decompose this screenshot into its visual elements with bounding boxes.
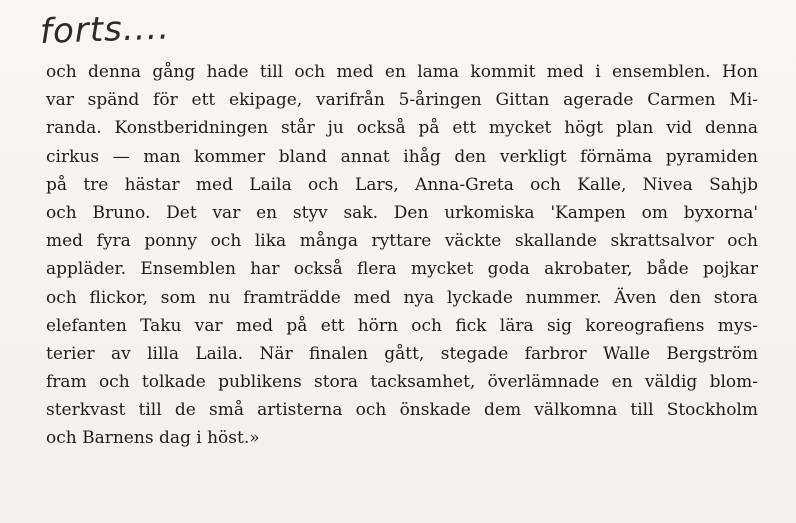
- text-line: appläder. Ensemblen har också flera mycket goda akrobater, både pojkar: [46, 259, 758, 280]
- text-line: fram och tolkade publikens stora tacksamhet, överlämnade en väldig blom-: [46, 372, 758, 393]
- text-line: och flickor, som nu framträdde med nya lyckade nummer. Även den stora: [46, 287, 758, 308]
- text-line: randa. Konstberidningen står ju också på ett mycket högt plan vid denna: [46, 118, 758, 139]
- text-line: på tre hästar med Laila och Lars, Anna-Greta och Kalle, Nivea Sahjb: [46, 174, 758, 195]
- text-line: och Bruno. Det var en styv sak. Den urkomiska 'Kampen om byxorna': [46, 202, 758, 223]
- text-line: och denna gång hade till och med en lama kommit med i ensemblen. Hon: [46, 62, 758, 82]
- text-line: med fyra ponny och lika många ryttare väckte skallande skrattsalvor och: [46, 231, 758, 252]
- article-body: [46, 58, 758, 453]
- text-line: var spänd för ett ekipage, varifrån 5-åringen Gittan agerade Carmen Mi-: [46, 90, 758, 111]
- text-line: elefanten Taku var med på ett hörn och fick lära sig koreografiens mys-: [46, 315, 758, 336]
- text-line: sterkvast till de små artisterna och önskade dem välkomna till Stockholm: [46, 400, 758, 421]
- handwritten-note: forts....: [39, 7, 171, 52]
- text-line: cirkus — man kommer bland annat ihåg den verkligt förnäma pyramiden: [46, 146, 758, 167]
- text-line-last: och Barnens dag i höst.»: [46, 428, 260, 449]
- text-line: terier av lilla Laila. När finalen gått, stegade farbror Walle Bergström: [46, 343, 758, 364]
